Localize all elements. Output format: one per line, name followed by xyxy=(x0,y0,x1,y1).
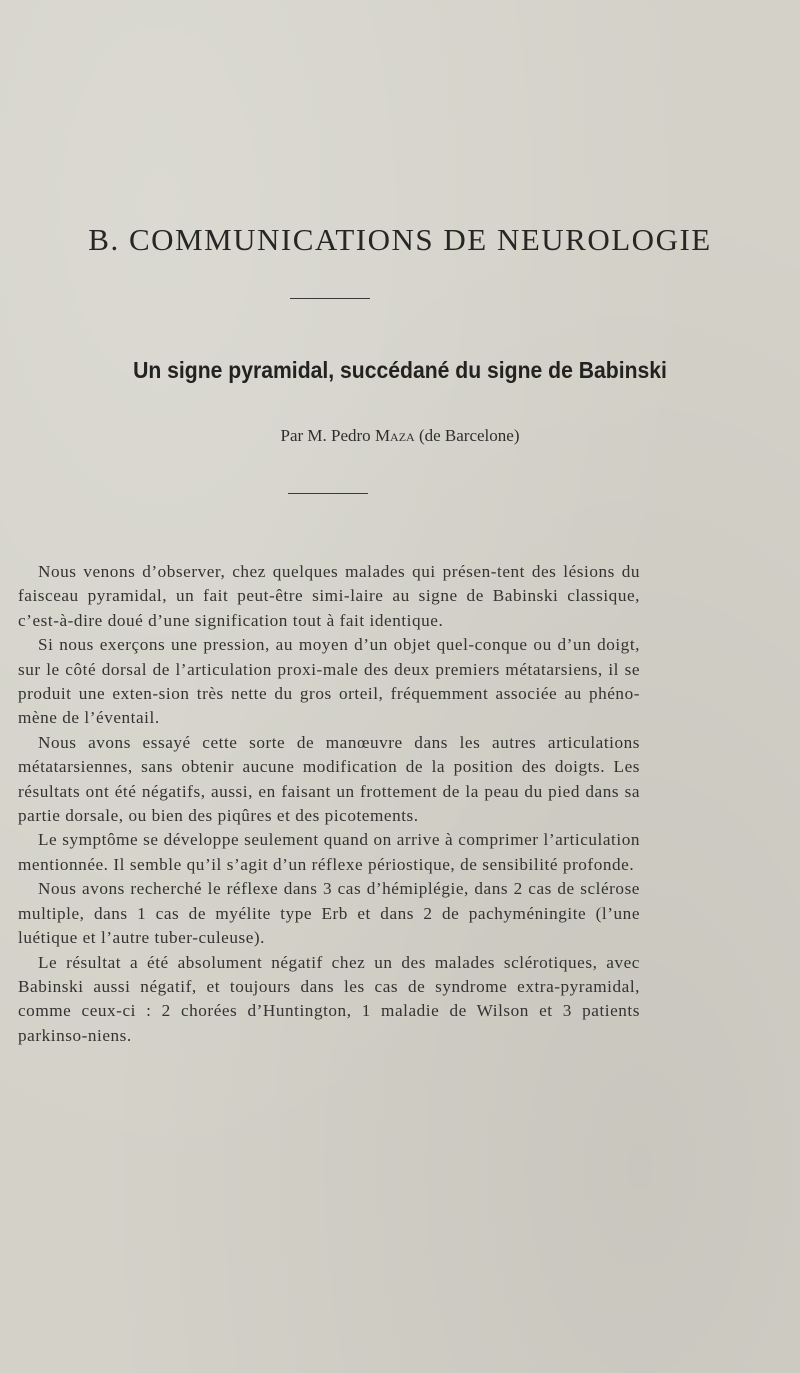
author-affiliation: (de Barcelone) xyxy=(418,426,520,445)
paragraph-4: Le symptôme se développe seulement quand on arrive à comprimer l’articulation mentionnée. Il semble qu’il s’agit d’un réflexe périostique, de sensibilité profonde. xyxy=(18,830,640,874)
heading-divider xyxy=(290,298,370,299)
author-surname: Maza xyxy=(374,426,415,445)
paragraph-2: Si nous exerçons une pression, au moyen d’un objet quel-conque ou d’un doigt, sur le côté dorsal de l’articulation proxi-male des deux premiers métatarsiens, il se produit une exten-sion très nette du gros orteil, fréquemment associée au phéno-mène de l’éventail. xyxy=(18,635,640,728)
paragraph-3: Nous avons essayé cette sorte de manœuvre dans les autres articulations métatarsiennes, sans obtenir aucune modification de la position des doigts. Les résultats ont été négatifs, aussi, en faisant un frottement de la peau du pied dans sa partie dorsale, ou bien des piqûres et des picotements. xyxy=(18,732,640,826)
section-heading: B. COMMUNICATIONS DE NEUROLOGIE xyxy=(88,222,712,257)
paragraph-6: Le résultat a été absolument négatif chez un des malades sclérotiques, avec Babinski aussi négatif, et toujours dans les cas de syndrome extra-pyramidal, comme ceux-ci : 2 chorées d’Huntington, 1 maladie de Wilson et 3 patients parkinso-niens. xyxy=(18,952,640,1045)
byline xyxy=(0,426,800,446)
article-title: Un signe pyramidal, succédané du signe de Babinski xyxy=(133,357,667,383)
article-body xyxy=(18,560,640,1048)
byline-divider xyxy=(288,493,368,494)
paragraph-1: Nous venons d’observer, chez quelques malades qui présen-tent des lésions du faisceau pyramidal, un fait peut-être simi-laire au signe de Babinski classique, c’est-à-dire doué d’une signification tout à fait identique. xyxy=(18,562,640,630)
byline-prefix: Par M. Pedro xyxy=(280,426,371,445)
paragraph-5: Nous avons recherché le réflexe dans 3 cas d’hémiplégie, dans 2 cas de sclérose multiple, dans 1 cas de myélite type Erb et dans 2 de pachyméningite (l’une luétique et l’autre tuber-culeuse). xyxy=(18,879,640,948)
